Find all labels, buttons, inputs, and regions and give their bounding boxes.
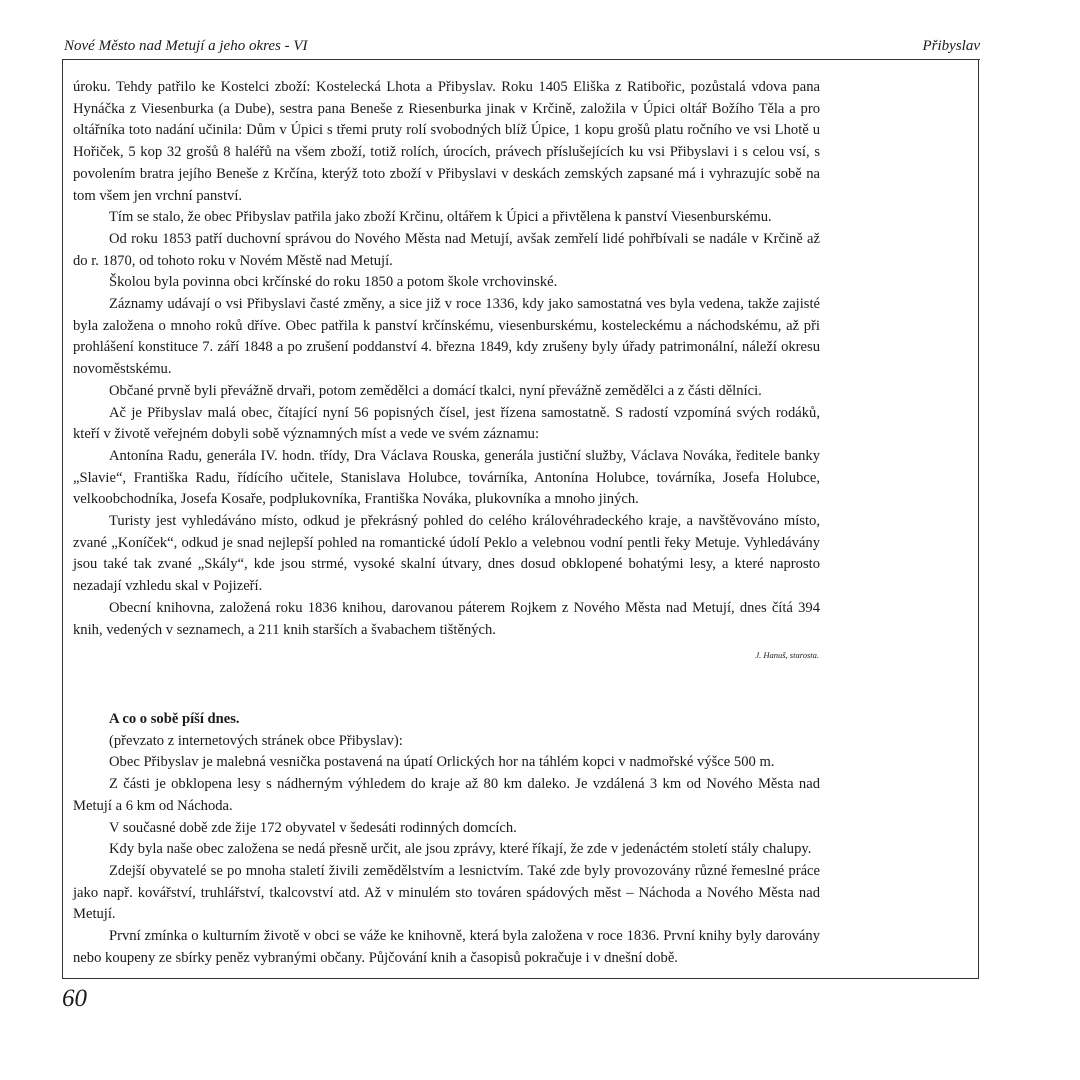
modern-text (73, 709, 820, 969)
paragraph: Od roku 1853 patří duchovní správou do Nového Města nad Metují, avšak zemřelí lidé pohřbívali se nadále v Krčině až do r. 1870, od tohoto roku v Novém Městě nad Metují. (73, 230, 820, 269)
paragraph: První zmínka o kulturním životě v obci se váže ke knihovně, která byla založena v roce 1836. První knihy byly darovány nebo koupeny ze sbírky peněz vybranými občany. Půjčování knih a časopisů pokračuje i v dnešní době. (73, 928, 820, 966)
paragraph: Školou byla povinna obci krčínské do roku 1850 a potom škole vrchovinské. (109, 274, 558, 291)
header-book-title: Nové Město nad Metují a jeho okres - VI (64, 38, 308, 54)
paragraph: Obec Přibyslav je malebná vesnička postavená na úpatí Orlických hor na táhlém kopci v nadmořské výšce 500 m. (109, 754, 775, 771)
source-note: (převzato z internetových stránek obce Přibyslav): (109, 732, 403, 749)
signature: J. Hanuš, starosta. (755, 650, 819, 660)
running-header (64, 38, 980, 58)
paragraph: úroku. Tehdy patřilo ke Kostelci zboží: Kostelecká Lhota a Přibyslav. Roku 1405 Eliška z Ratibořic, pozůstalá vdova pana Hynáčka z Viesenburka (a Dube), sestra pana Beneše z Riesenburka jinak v Krčině, založila v Úpici oltář Božího Těla a pro oltářníka toto nadání učinila: Dům v Úpici s třemi pruty rolí svobodných blíž Úpice, 1 kopu grošů platu ročního ve vsi Lhotě u Hořiček, 5 kop 32 grošů 8 haléřů na všem zboží, totiž rolích, úrocích, právech příslušejících ku vsi Přibyslavi i s celou vsí, s povolením bratra jejího Beneše z Krčína, kterýž toto zboží v Přibyslavi v deskách zemských zapsané má i vyhrazujíc sobě na tom všem jen vrchní panství. (73, 79, 820, 204)
historical-text (73, 77, 820, 641)
paragraph: Záznamy udávají o vsi Přibyslavi časté změny, a sice již v roce 1336, kdy jako samostatná ves byla vedena, takže zajisté byla založena o mnoho roků dříve. Obec patřila k panství krčínskému, viesenburskému, kosteleckému a náchodskému, až při prohlášení konstituce 7. září 1848 a po zrušení poddanství 4. března 1849, kdy zrušeny byly úřady patrimonální, náleží okresu novoměstskému. (73, 296, 820, 378)
header-section-title: Přibyslav (922, 38, 980, 54)
section-subtitle: A co o sobě píší dnes. (109, 711, 240, 727)
paragraph: Obecní knihovna, založená roku 1836 knihou, darovanou páterem Rojkem z Nového Města nad Metují, dnes čítá 394 knih, vedených v seznamech, a 211 knih starších a švabachem tištěných. (73, 599, 820, 638)
paragraph: Zdejší obyvatelé se po mnoha staletí živili zemědělstvím a lesnictvím. Také zde byly provozovány různé řemeslné práce jako např. kovářství, truhlářství, tkalcovství atd. Až v minulém sto továren spádových měst – Náchoda a Nového Města nad Metují. (73, 862, 820, 923)
paragraph: Turisty jest vyhledáváno místo, odkud je překrásný pohled do celého královéhradeckého kraje, a navštěvováno místo, zvané „Koníček“, odkud je snad nejlepší pohled na romantické údolí Peklo a velebnou vodní pentli řeky Metuje. Vyhledávány jsou také tak zvané „Skály“, kde jsou strmé, vysoké skalní útvary, dnes dosud obklopené bohatými lesy, a které naprosto nezadají vzhledu skal v Pojizeří. (73, 513, 820, 595)
paragraph: Tím se stalo, že obec Přibyslav patřila jako zboží Krčinu, oltářem k Úpici a přivtělena k panství Viesenburskému. (109, 209, 772, 226)
paragraph: Antonína Radu, generála IV. hodn. třídy, Dra Václava Rouska, generála justiční služby, Václava Nováka, ředitele banky „Slavie“, Františka Radu, řídícího učitele, Stanislava Holubce, továrníka, Antonína Holubce, továrníka, Josefa Holubce, velkoobchodníka, Josefa Kosaře, podplukovníka, Františka Nováka, plukovníka a mnoho jiných. (73, 447, 820, 508)
paragraph: Občané prvně byli převážně drvaři, potom zemědělci a domácí tkalci, nyní převážně zemědělci a z části dělníci. (109, 382, 762, 399)
page-number: 60 (62, 985, 87, 1012)
paragraph: Kdy byla naše obec založena se nedá přesně určit, ale jsou zprávy, které říkají, že zde v jedenáctém století stály chalupy. (109, 841, 812, 858)
paragraph: V současné době zde žije 172 obyvatel v šedesáti rodinných domcích. (109, 819, 517, 836)
paragraph: Z části je obklopena lesy s nádherným výhledem do kraje až 80 km daleko. Je vzdálená 3 km od Nového Města nad Metují a 6 km od Náchoda. (73, 776, 820, 814)
paragraph: Ač je Přibyslav malá obec, čítající nyní 56 popisných čísel, jest řízena samostatně. S radostí vzpomíná svých rodáků, kteří v životě veřejném dobyli sobě významných míst a vede ve svém záznamu: (73, 404, 820, 443)
